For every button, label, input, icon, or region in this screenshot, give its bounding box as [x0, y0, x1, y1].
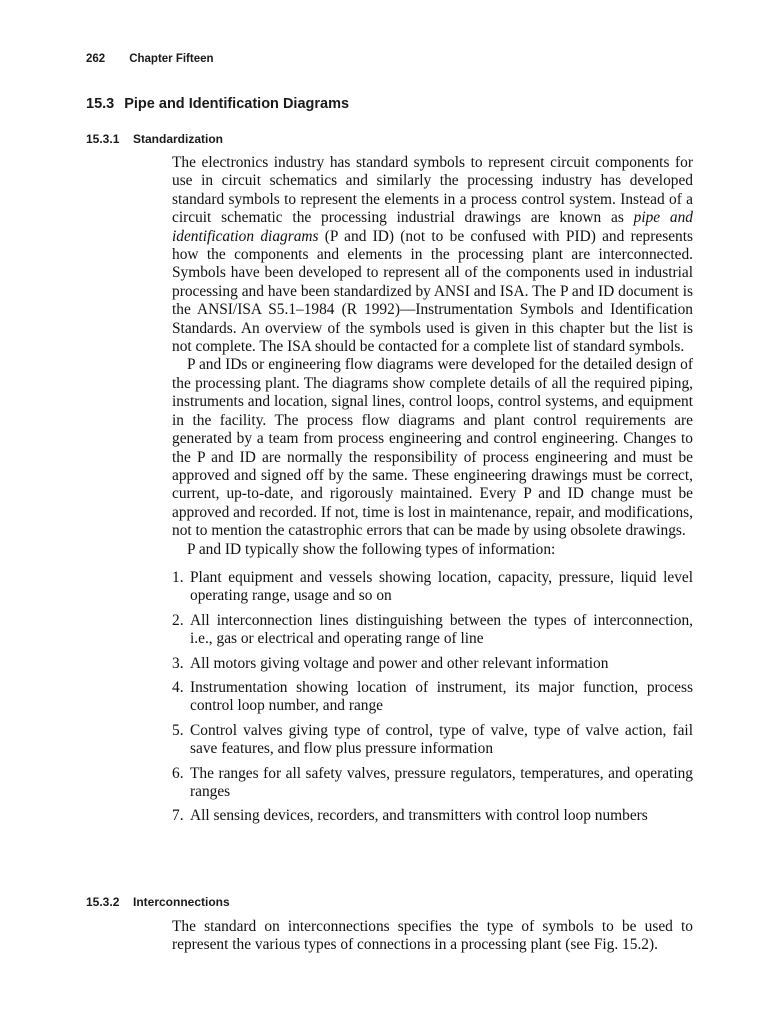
section-number: 15.3	[86, 96, 115, 112]
paragraph-3: P and ID typically show the following types of information:	[187, 540, 556, 558]
list-item: 4. Instrumentation showing location of instrument, its major function, process control loop number, and range	[172, 678, 693, 715]
subsection-number: 15.3.2	[86, 895, 120, 909]
paragraph-4: The standard on interconnections specifies the type of symbols to be used to represent the various types of connections in a processing plant (see Fig. 15.2).	[172, 918, 693, 954]
subsection-title: Interconnections	[133, 895, 230, 909]
standardization-body	[172, 154, 693, 832]
list-item: 5. Control valves giving type of control, type of valve, type of valve action, fail save features, and flow plus pressure information	[172, 721, 693, 758]
list-item: 7. All sensing devices, recorders, and transmitters with control loop numbers	[172, 807, 648, 825]
paragraph-2: P and IDs or engineering flow diagrams were developed for the detailed design of the processing plant. The diagrams show complete details of all the required piping, instruments and location, signal lines, control loops, control systems, and equipment in the facility. The process flow diagrams and plant control requirements are generated by a team from process engineering and control engineering. Changes to the P and ID are normally the responsibility of process engineering and must be approved and signed off by the same. These engineering drawings must be correct, current, up-to-date, and rigorously maintained. Every P and ID change must be approved and recorded. If not, time is lost in maintenance, repair, and modifications, not to mention the catastrophic errors that can be made by using obsolete drawings.	[172, 356, 693, 540]
subsection-heading-standardization	[86, 132, 223, 146]
list-item: 3. All motors giving voltage and power and other relevant information	[172, 654, 609, 672]
list-item: 6. The ranges for all safety valves, pressure regulators, temperatures, and operating ranges	[172, 764, 693, 800]
section-title: Pipe and Identification Diagrams	[124, 96, 350, 112]
interconnections-body	[172, 918, 693, 955]
subsection-heading-interconnections	[86, 895, 230, 909]
section-heading	[86, 96, 349, 112]
list-item: 1. Plant equipment and vessels showing location, capacity, pressure, liquid level operating range, usage and so on	[172, 568, 693, 605]
subsection-number: 15.3.1	[86, 132, 120, 146]
paragraph-1: The electronics industry has standard symbols to represent circuit components for use in circuit schematics and similarly the processing industry has developed standard symbols to represent the elements in a process control system. Instead of a circuit schematic the processing industrial drawings are known as pipe and identification diagrams (P and ID) (not to be confused with PID) and represents how the components and elements in the processing plant are interconnected. Symbols have been developed to represent all of the components used in industrial processing and have been standardized by ANSI and ISA. The P and ID document is the ANSI/ISA S5.1–1984 (R 1992)—Instrumentation Symbols and Identification Standards. An overview of the symbols used is given in this chapter but the list is not complete. The ISA should be contacted for a complete list of standard symbols.	[172, 154, 693, 356]
page-number: 262	[86, 53, 106, 65]
italic-term: pipe and identification diagrams	[172, 209, 693, 245]
list-item: 2. All interconnection lines distinguishing between the types of interconnection, i.e., gas or electrical and operating range of line	[172, 611, 693, 648]
running-header	[86, 53, 214, 65]
subsection-title: Standardization	[133, 132, 224, 146]
chapter-title: Chapter Fifteen	[129, 53, 214, 65]
information-list	[172, 569, 693, 826]
